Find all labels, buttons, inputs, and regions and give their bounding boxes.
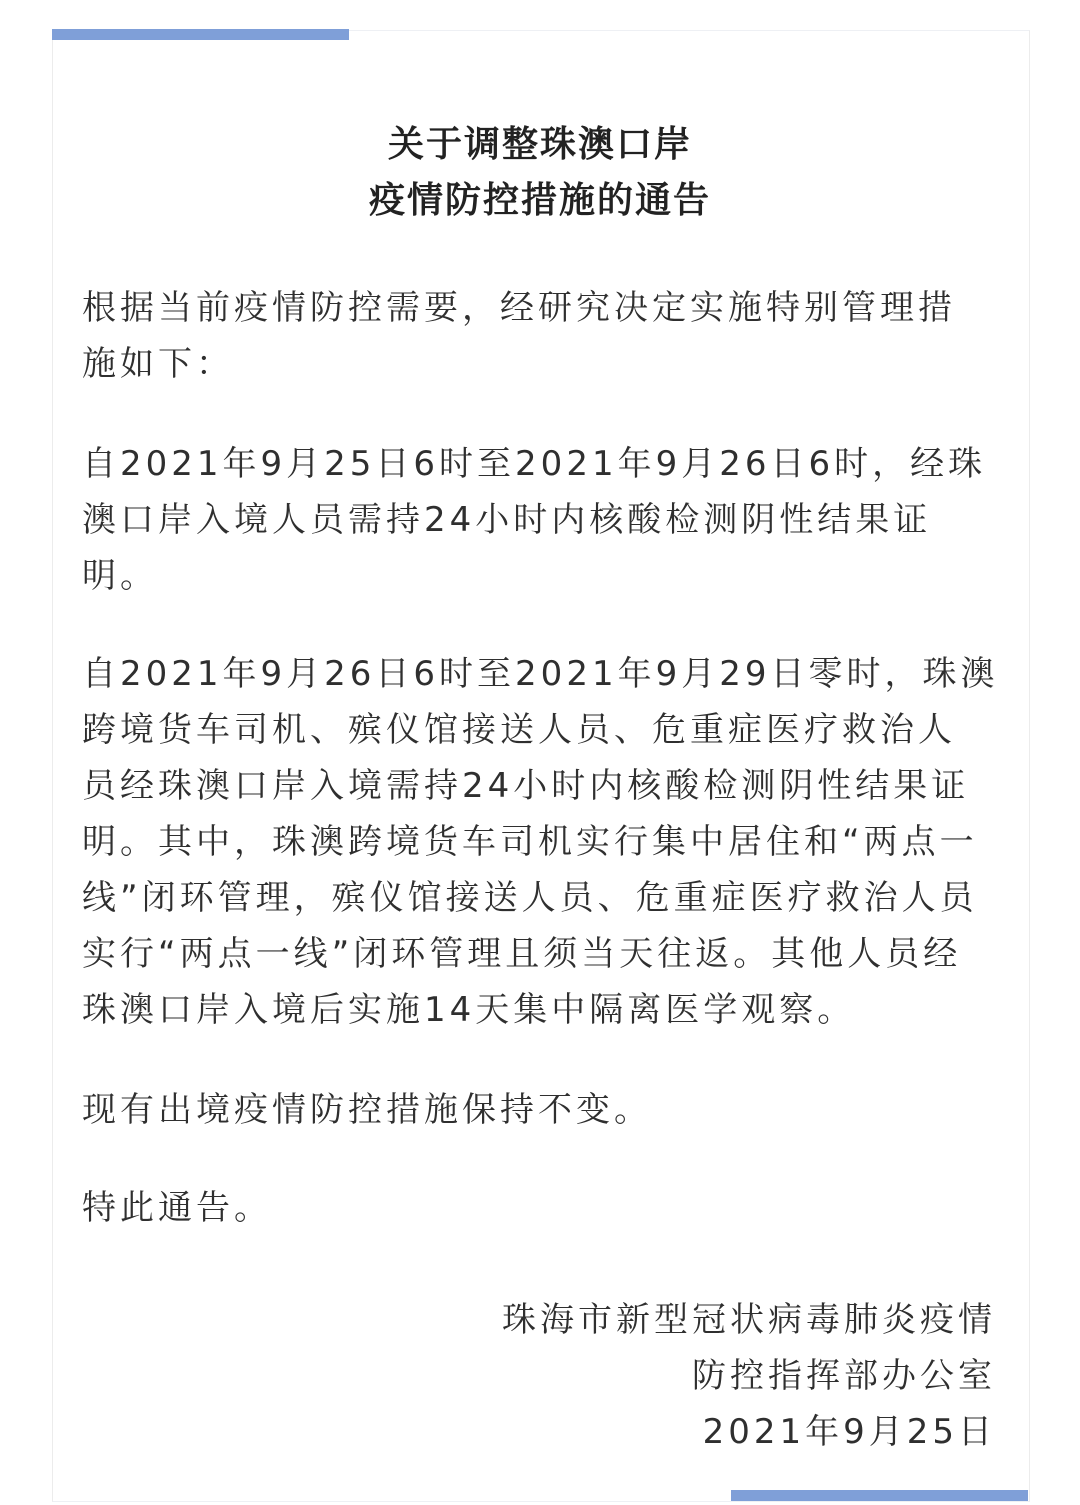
paragraph-measure-1 — [82, 436, 1002, 604]
text-line: 根据当前疫情防控需要，经研究决定实施特别管理措 — [82, 288, 956, 328]
text-line: 自2021年9月26日6时至2021年9月29日零时，珠澳 — [82, 654, 999, 694]
text-line: 施如下： — [82, 344, 234, 384]
paragraph-exit-measures — [82, 1082, 1002, 1138]
text-line: 现有出境疫情防控措施保持不变。 — [82, 1090, 652, 1130]
notice-title-line-1: 关于调整珠澳口岸 — [387, 124, 692, 165]
bottom-accent-bar — [731, 1490, 1028, 1501]
text-line: 珠澳口岸入境后实施14天集中隔离医学观察。 — [82, 990, 856, 1030]
text-line: 澳口岸入境人员需持24小时内核酸检测阴性结果证 — [82, 500, 932, 540]
signature-org-line-2: 防控指挥部办公室 — [692, 1356, 996, 1396]
text-line: 明。其中，珠澳跨境货车司机实行集中居住和“两点一 — [82, 822, 978, 862]
text-line: 跨境货车司机、殡仪馆接送人员、危重症医疗救治人 — [82, 710, 956, 750]
text-line: 明。 — [82, 556, 158, 596]
text-line: 线”闭环管理，殡仪馆接送人员、危重症医疗救治人员 — [82, 878, 978, 918]
paragraph-intro — [82, 280, 1002, 392]
text-line: 特此通告。 — [82, 1188, 272, 1228]
notice-title-line-2: 疫情防控措施的通告 — [368, 180, 711, 221]
text-line: 员经珠澳口岸入境需持24小时内核酸检测阴性结果证 — [82, 766, 970, 806]
paragraph-closing — [82, 1180, 1002, 1236]
signature-date: 2021年9月25日 — [702, 1412, 996, 1452]
paragraph-measure-2 — [82, 646, 1002, 1038]
top-accent-bar — [52, 29, 349, 40]
text-line: 自2021年9月25日6时至2021年9月26日6时，经珠 — [82, 444, 987, 484]
text-line: 实行“两点一线”闭环管理且须当天往返。其他人员经 — [82, 934, 962, 974]
signature-org-line-1: 珠海市新型冠状病毒肺炎疫情 — [502, 1300, 996, 1340]
